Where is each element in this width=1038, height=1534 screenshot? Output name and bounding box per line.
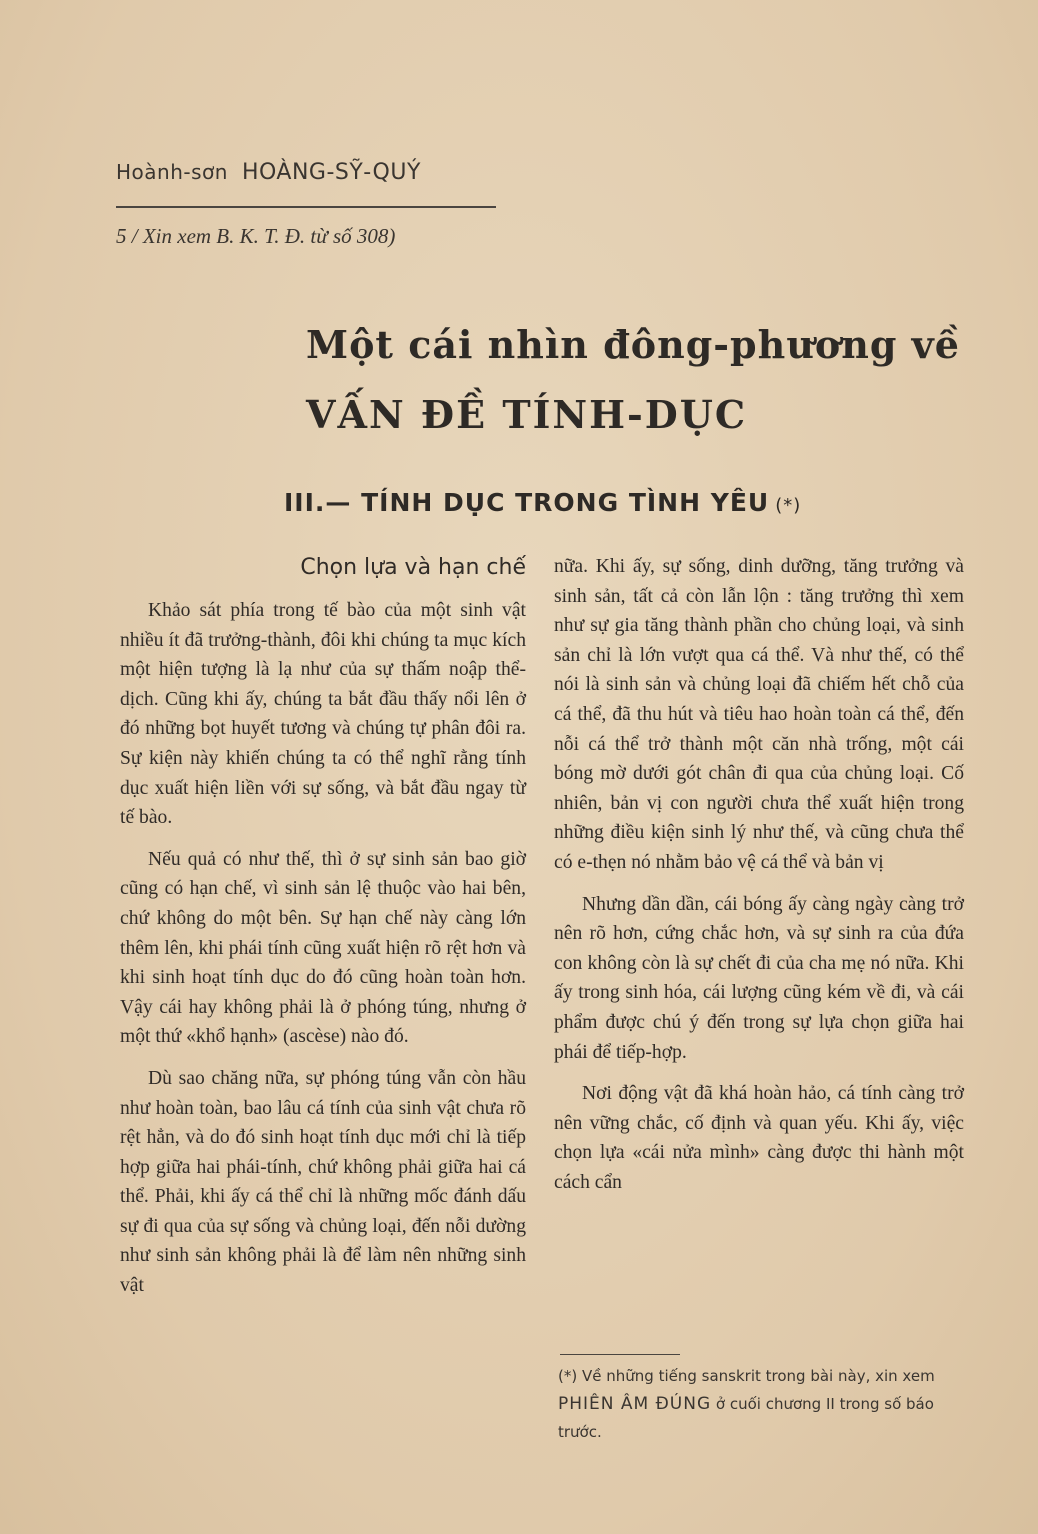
- title-line-1: Một cái nhìn đông-phương về: [306, 322, 960, 367]
- subheading: Chọn lựa và hạn chế: [300, 555, 526, 580]
- series-reference: 5 / Xin xem B. K. T. Đ. từ số 308): [116, 224, 396, 248]
- author-given-name: Hoành-sơn: [116, 160, 228, 184]
- section-heading: [284, 488, 844, 517]
- footnote-marker-ref: (*): [558, 1367, 578, 1385]
- paragraph: Nơi động vật đã khá hoàn hảo, cá tính càng trở nên vững chắc, cố định và quan yếu. Khi ấy, việc chọn lựa «cái nửa mình» càng được thi hành một cách cẩn: [554, 1083, 964, 1193]
- section-heading-text: III.— TÍNH DỤC TRONG TÌNH YÊU: [284, 488, 770, 517]
- article-title: [306, 318, 1006, 442]
- title-line-2: VẤN ĐỀ TÍNH-DỤC: [306, 392, 748, 437]
- header-rule: [116, 206, 496, 208]
- author-name: HOÀNG-SỸ-QUÝ: [241, 160, 421, 185]
- footnote-emphasis: PHIÊN ÂM ĐÚNG: [558, 1394, 712, 1414]
- paragraph: Khảo sát phía trong tế bào của một sinh vật nhiều ít đã trưởng-thành, đôi khi chúng ta mục kích một hiện tượng là lạ như của sự thấm noập thể-dịch. Cũng khi ấy, chúng ta bắt đầu thấy nổi lên ở đó những bọt huyết tương và chúng tự phân đôi ra. Sự kiện này khiến chúng ta có thể nghĩ rằng tính dục xuất hiện liền với sự sống, và bắt đầu ngay từ tế bào.: [120, 600, 526, 829]
- paragraph: Nếu quả có như thế, thì ở sự sinh sản bao giờ cũng có hạn chế, vì sinh sản lệ thuộc vào hai bên, chứ không do một bên. Sự hạn chế này càng lớn thêm lên, khi phái tính cũng xuất hiện rõ rệt hơn và khi sinh hoạt tính dục do đó cũng hoàn toàn hơn. Vậy cái hay không phải là ở phóng túng, nhưng ở một thứ «khổ hạnh» (ascèse) nào đó.: [120, 848, 526, 1048]
- footnote-text-before: Về những tiếng sanskrit trong bài này, xin xem: [582, 1367, 935, 1385]
- left-column: [120, 552, 526, 1313]
- footnote-rule: [560, 1354, 680, 1355]
- paragraph: Nhưng dần dần, cái bóng ấy càng ngày càng trở nên rõ hơn, cứng chắc hơn, và sự sinh ra của đứa con không còn là sự chết đi của cha mẹ nó nữa. Khi ấy trong sinh hóa, cái lượng cũng kém về đi, và cái phẩm được chú ý đến trong sự lựa chọn giữa hai phái để tiếp-hợp.: [554, 893, 964, 1063]
- footnote-marker: (*): [775, 495, 802, 516]
- right-column: [554, 552, 964, 1209]
- paragraph: Dù sao chăng nữa, sự phóng túng vẫn còn hầu như hoàn toàn, bao lâu cá tính của sinh vật chưa rõ rệt hẳn, và do đó sinh hoạt tính dục mới chỉ là tiếp hợp giữa hai phái-tính, chứ không phải giữa hai cá thể. Phải, khi ấy cá thể chỉ là những mốc đánh dấu sự đi qua của sự sống và chủng loại, đến nỗi dường như sinh sản không phải là để làm nên những sinh vật: [120, 1067, 526, 1297]
- footnote-text-after: ở cuối chương II trong số báo trước.: [558, 1395, 934, 1441]
- paragraph: nữa. Khi ấy, sự sống, dinh dưỡng, tăng trưởng và sinh sản, tất cả còn lẫn lộn : tăng trưởng thì xem như sự gia tăng thành phần cho chủng loại, và sinh sản chỉ là lớn vượt qua cá thể. Và như thế, có thể nói là sinh sản và chủng loại đã chiếm hết chỗ của cá thể, đã thu hút và tiêu hao hoàn toàn cá thể, đến nỗi cá thể trở thành một căn nhà trống, một cái bóng mờ dưới gót chân đi qua của chủng loại. Cố nhiên, bản vị con người chưa thể xuất hiện trong những điều kiện sinh lý như thế, và cũng chưa thể có e-thẹn nó nhằm bảo vệ cá thể và bản vị: [554, 556, 964, 873]
- author-line: [116, 160, 421, 185]
- footnote: [558, 1362, 978, 1446]
